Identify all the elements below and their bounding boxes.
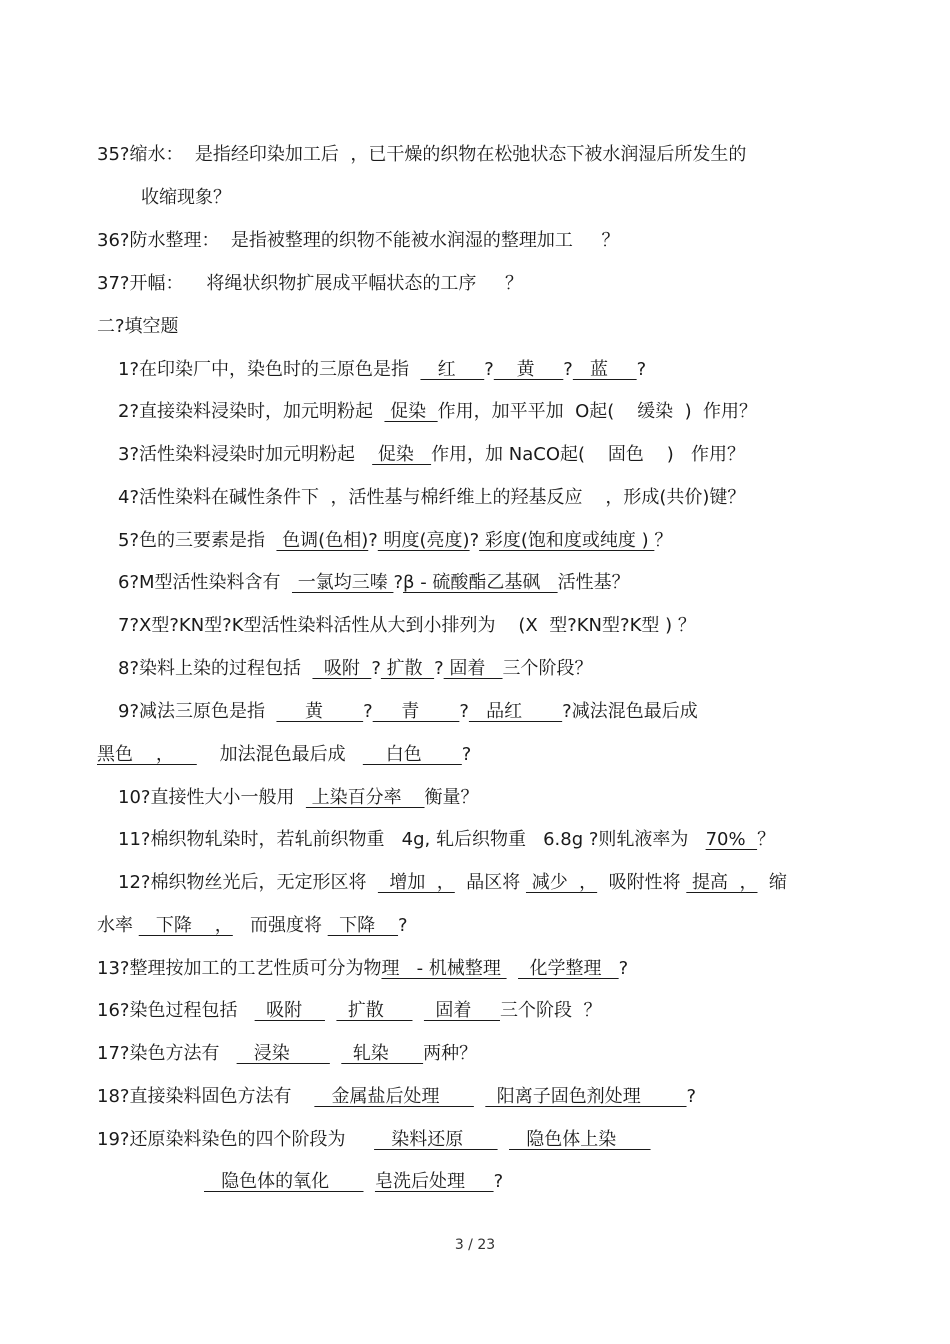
text-segment: 11?棉织物轧染时，若轧前织物重 4g, 轧后织物重 6.8g ?则轧液率为 <box>118 829 706 850</box>
answer-blank: 彩度(饱和度或纯度 ) <box>479 530 655 551</box>
answer-blank: 浸染 <box>236 1043 330 1064</box>
question-line <box>118 786 479 810</box>
answer-blank: 白色 <box>362 744 462 765</box>
question-line <box>118 657 593 681</box>
answer-blank: 红 <box>420 359 485 380</box>
answer-blank: 促染 <box>384 401 438 422</box>
text-segment: 作用，加平平加 O起( 缓染 ) 作用？ <box>437 401 758 422</box>
answer-blank: 下降 <box>327 915 399 936</box>
section-title: 二?填空题 <box>97 316 179 337</box>
text-segment <box>330 1043 341 1064</box>
question-line <box>118 871 787 895</box>
answer-blank: 色调(色相) <box>276 530 369 551</box>
text-segment: ? <box>563 359 573 380</box>
text-segment: 16?染色过程包括 <box>97 1000 255 1021</box>
text-segment: ? <box>686 1086 697 1107</box>
answer-blank: 促染 <box>372 444 432 465</box>
text-segment: 吸附性将 <box>597 872 687 893</box>
text-segment: ? <box>434 658 444 679</box>
answer-blank: 提高 ， <box>686 872 758 893</box>
answer-blank: 蓝 <box>572 359 637 380</box>
text-segment: ？ <box>757 829 776 850</box>
text-segment: 6?M型活性染料含有 <box>118 572 292 593</box>
text-segment: 13?整理按加工的工艺性质可分为物 <box>97 958 382 979</box>
question-line <box>118 486 745 510</box>
text-segment: 5?色的三要素是指 <box>118 530 277 551</box>
question-line <box>97 1042 477 1066</box>
definition-line <box>97 143 746 167</box>
text-segment: ? <box>398 915 408 936</box>
text-segment: 18?直接染料固色方法有 <box>97 1086 315 1107</box>
question-line <box>118 828 775 852</box>
text-segment <box>507 958 518 979</box>
answer-blank: 明度(亮度) <box>377 530 470 551</box>
question-line <box>97 1085 696 1109</box>
answer-blank: 减少 ， <box>525 872 598 893</box>
question-line <box>118 571 630 595</box>
answer-blank: 理 - 机械整理 <box>381 958 507 979</box>
answer-blank: 固着 <box>423 1000 500 1021</box>
answer-blank: 70% <box>705 829 758 850</box>
text-segment: 35?缩水： 是指经印染加工后 ，已干燥的织物在松弛状态下被水润湿后所发生的 <box>97 144 747 165</box>
text-segment: ? <box>493 1171 504 1192</box>
question-continuation <box>97 914 408 938</box>
definition-line <box>97 272 523 296</box>
definition-line <box>141 186 231 210</box>
answer-blank: 化学整理 <box>518 958 619 979</box>
text-segment <box>364 1171 375 1192</box>
text-segment: ? <box>368 530 378 551</box>
answer-blank: 吸附 <box>312 658 372 679</box>
answer-blank: 皂洗后处理 <box>374 1171 494 1192</box>
text-segment: 三个阶段 ？ <box>500 1000 602 1021</box>
text-segment: 36?防水整理： 是指被整理的织物不能被水润湿的整理加工 ？ <box>97 230 620 251</box>
text-segment: 两种？ <box>423 1043 478 1064</box>
text-segment <box>474 1086 485 1107</box>
text-segment: ? <box>461 744 472 765</box>
text-segment: 9?减法三原色是指 <box>118 701 277 722</box>
text-segment: ? <box>469 530 480 551</box>
text-segment: ? <box>636 359 647 380</box>
text-segment: 17?染色方法有 <box>97 1043 237 1064</box>
question-continuation <box>97 743 471 767</box>
text-segment: 4?活性染料在碱性条件下 ，活性基与棉纤维上的羟基反应 ，形成(共价)键？ <box>118 487 746 508</box>
text-segment: ? <box>484 359 494 380</box>
question-line <box>118 700 698 724</box>
text-segment <box>412 1000 423 1021</box>
answer-blank: 黄 <box>276 701 364 722</box>
question-line <box>118 443 745 467</box>
text-segment: 7?X型?KN型?K型活性染料活性从大到小排列为 (X 型?KN型?K型 ) ？ <box>118 615 696 636</box>
text-segment <box>498 1129 509 1150</box>
answer-blank: 黄 <box>493 359 564 380</box>
question-line <box>97 957 628 981</box>
text-segment: ? <box>371 658 381 679</box>
text-segment: 缩 <box>757 872 787 893</box>
answer-blank: 品红 <box>468 701 563 722</box>
answer-blank: 隐色体的氧化 <box>204 1171 364 1192</box>
question-line <box>118 358 646 382</box>
text-segment: 19?还原染料染色的四个阶段为 <box>97 1129 375 1150</box>
answer-blank: 扩散 <box>336 1000 413 1021</box>
text-segment: 8?染料上染的过程包括 <box>118 658 313 679</box>
text-segment <box>325 1000 336 1021</box>
answer-blank: 增加 ， <box>377 872 455 893</box>
text-segment: 衡量？ <box>424 787 479 808</box>
answer-blank: 吸附 <box>254 1000 325 1021</box>
answer-blank: 青 <box>372 701 460 722</box>
question-line <box>97 999 601 1023</box>
answer-blank: 隐色体上染 <box>509 1129 651 1150</box>
question-line <box>118 529 672 553</box>
text-segment: 1?在印染厂中，染色时的三原色是指 <box>118 359 421 380</box>
text-segment: 37?开幅： 将绳状织物扩展成平幅状态的工序 ？ <box>97 273 523 294</box>
answer-blank: 上染百分率 <box>305 787 425 808</box>
page-number: 3 / 23 <box>454 1237 496 1253</box>
answer-blank: 一氯均三嗪 <box>291 572 394 593</box>
text-segment: ？ <box>654 530 673 551</box>
text-segment: 晶区将 <box>454 872 526 893</box>
answer-blank: 金属盐后处理 <box>314 1086 474 1107</box>
answer-blank: 扩散 <box>380 658 435 679</box>
text-segment: 加法混色最后成 <box>196 744 363 765</box>
text-segment: 活性基？ <box>557 572 630 593</box>
answer-blank: 固着 <box>443 658 503 679</box>
question-line <box>118 614 696 638</box>
text-segment: 3?活性染料浸染时加元明粉起 <box>118 444 373 465</box>
answer-blank: 轧染 <box>341 1043 424 1064</box>
text-segment: ? <box>393 572 403 593</box>
answer-blank: β - 硫酸酯乙基砜 <box>403 572 558 593</box>
text-segment: 收缩现象？ <box>141 187 231 208</box>
question-line <box>118 400 757 424</box>
text-segment: 10?直接性大小一般用 <box>118 787 306 808</box>
text-segment: 三个阶段？ <box>502 658 593 679</box>
definition-line <box>97 229 620 253</box>
text-segment: 而强度将 <box>232 915 328 936</box>
text-segment: 12?棉织物丝光后，无定形区将 <box>118 872 378 893</box>
question-continuation <box>204 1170 503 1194</box>
text-segment: ? <box>618 958 629 979</box>
text-segment: 作用，加 NaCO起( 固色 ) 作用？ <box>431 444 745 465</box>
answer-blank: 染料还原 <box>374 1129 498 1150</box>
text-segment: ? <box>459 701 469 722</box>
answer-blank: 阳离子固色剂处理 <box>485 1086 687 1107</box>
text-segment: ? <box>363 701 373 722</box>
question-line <box>97 1128 651 1152</box>
text-segment: 2?直接染料浸染时，加元明粉起 <box>118 401 385 422</box>
answer-blank: 黑色 <box>97 744 133 765</box>
answer-blank: 下降 ， <box>138 915 233 936</box>
text-segment: ?减法混色最后成 <box>562 701 698 722</box>
answer-blank: ， <box>133 744 197 765</box>
text-segment: 水率 <box>97 915 139 936</box>
